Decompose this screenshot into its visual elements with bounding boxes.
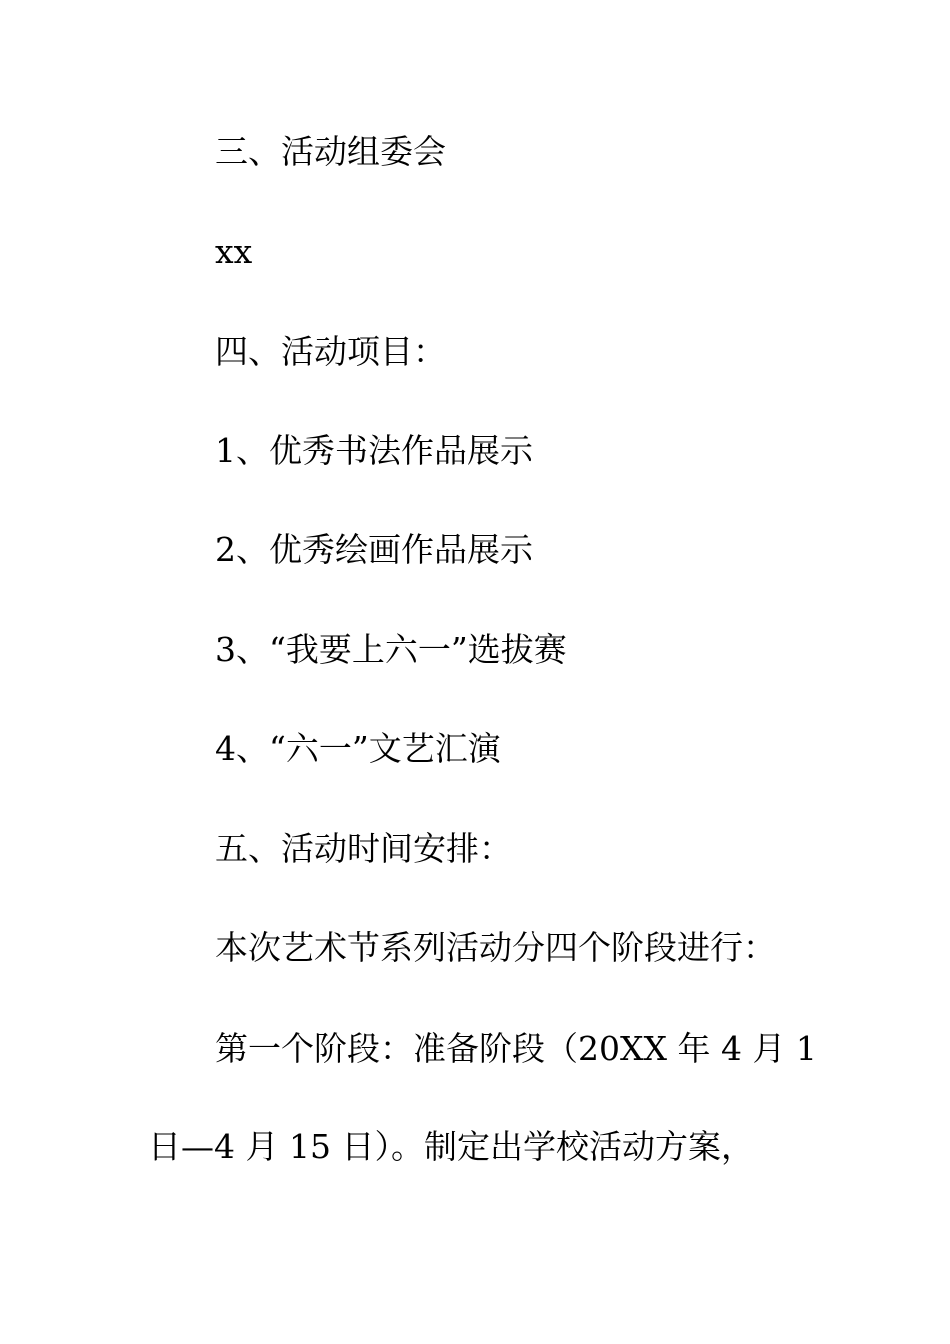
committee-placeholder: xx [215, 232, 253, 271]
list-item-performance: 4、“六一”文艺汇演 [215, 729, 501, 768]
section-heading-committee: 三、活动组委会 [215, 132, 446, 171]
paragraph-phase-one: 第一个阶段：准备阶段（20XX 年 4 月 1 [215, 1029, 817, 1068]
section-heading-items: 四、活动项目： [215, 332, 446, 371]
list-item-selection: 3、“我要上六一”选拔赛 [215, 630, 567, 669]
paragraph-phase-one-continued: 日—4 月 15 日）。制定出学校活动方案， [148, 1127, 754, 1166]
list-item-painting: 2、优秀绘画作品展示 [215, 530, 533, 569]
paragraph-phases: 本次艺术节系列活动分四个阶段进行： [215, 928, 776, 967]
list-item-calligraphy: 1、优秀书法作品展示 [215, 431, 533, 470]
section-heading-schedule: 五、活动时间安排： [215, 829, 512, 868]
